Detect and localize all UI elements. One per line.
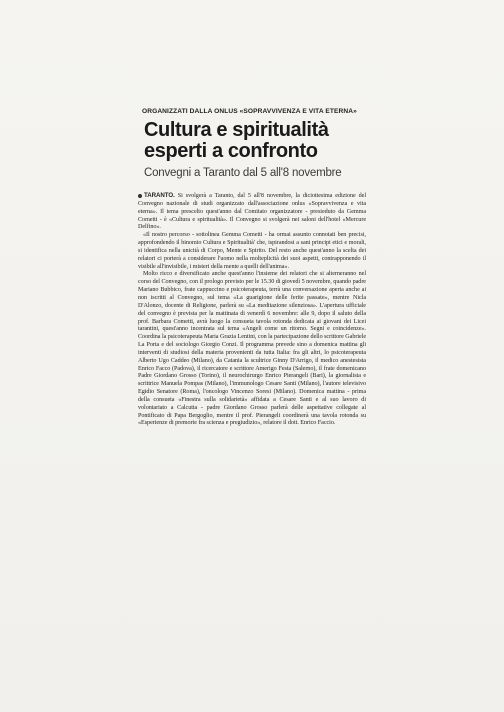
- headline-line-1: Cultura e spiritualità: [144, 119, 329, 141]
- dateline: TARANTO.: [144, 192, 175, 199]
- newspaper-clipping: [138, 108, 366, 428]
- headline-line-2: esperti a confronto: [144, 140, 318, 162]
- paragraph-3: Molto ricco e diversificato anche quest'anno l'insieme dei relatori che si alterneranno nel corso del Convegno, con il prologo previsto per le 15.30 di giovedì 5 novembre, quando padre Mariano Bubbico, frate cappuccino e psicoterapeuta, terrà una conversazione aperta anche ai non iscritti al Convegno, sul tema «La guarigione delle ferite passate», mentre Nicla D'Alonzo, docente di Religione, parlerà su «La meditazione silenziosa». L'apertura ufficiale del convegno è prevista per la mattinata di venerdì 6 novembre: alle 9, dopo il saluto della prof. Barbara Cometti, avrà luogo la consueta tavola rotonda dedicata ai giovani dei Licei tarantini, quest'anno incentrata sul tema «Angeli come un ritorno. Segni e coincidenze». Coordina la psicoterapeuta Maria Grazia Lentini, con la partecipazione dello scrittore Gabriele La Porta e del sociologo Giorgio Conzi. Il programma prevede sino a domenica mattina gli interventi di studiosi della materia provenienti da tutta Italia: fra gli altri, lo psicoterapeuta Alberto Ugo Caddeo (Milano), da Catania la scultrice Ginny D'Arrigo, il medico anestesista Enrico Facco (Padova), il ricercatore e scrittore Amerigo Festa (Salerno), il frate domenicano Padre Giordano Grosso (Torino), il neurochirurgo Enrico Pierangeli (Bari), la giornalista e scrittrice Manuela Pompas (Milano), l'immunologo Cesare Santi (Milano), l'autore televisivo Egidio Senatore (Roma), l'oncologo Vincenzo Soresi (Milano). Domenica mattina - prima della consueta «Finestra sulla solidarietà» affidata a Cesare Santi e al suo lavoro di volontariato a Calcutta - padre Giordano Grosso parlerà delle aspettative collegate al Pontificato di Papa Bergoglio, mentre il prof. Pierangeli coordinerà una tavola rotonda su «Esperienze di premorte fra scienza e pregiudizio», relatore il dott. Enrico Faccio.: [138, 271, 366, 427]
- bullet-icon: [138, 194, 142, 198]
- subheadline: Convegni a Taranto dal 5 all'8 novembre: [144, 167, 342, 179]
- kicker: ORGANIZZATI DALLA ONLUS «SOPRAVVIVENZA E VITA ETERNA»: [142, 108, 357, 115]
- article-body: [138, 192, 366, 428]
- paragraph-1-text: Si svolgerà a Taranto, dal 5 all'8 novembre, la diciottesima edizione del Convegno nazionale di studi organizzato dall'associazione onlus «Sopravvivenza e vita eterna». Il tema prescelto quest'anno dal Comitato organizzatore - presieduto da Gemma Cometti - è «Cultura e spiritualità». Il Convegno si svolgerà nei saloni dell'hotel «Mercure Delfino».: [138, 193, 366, 231]
- headline: [144, 120, 366, 162]
- paragraph-1: [138, 192, 366, 232]
- paragraph-2: «Il nostro percorso - sottolinea Gemma Cometti - ha ormai assunto connotati ben precisi, approfondendo il binomio Cultura e Spiritualità' che, ispirandosi a sani principi etici e morali, si identifica nella unicità di Corpo, Mente e Spirito. Del resto anche quest'anno la scelta dei relatori ci porterà a considerare l'uomo nella molteplicità dei suoi aspetti, contrapponendo il visibile all'invisibile, i misteri della mente a quelli dell'anima».: [138, 232, 366, 270]
